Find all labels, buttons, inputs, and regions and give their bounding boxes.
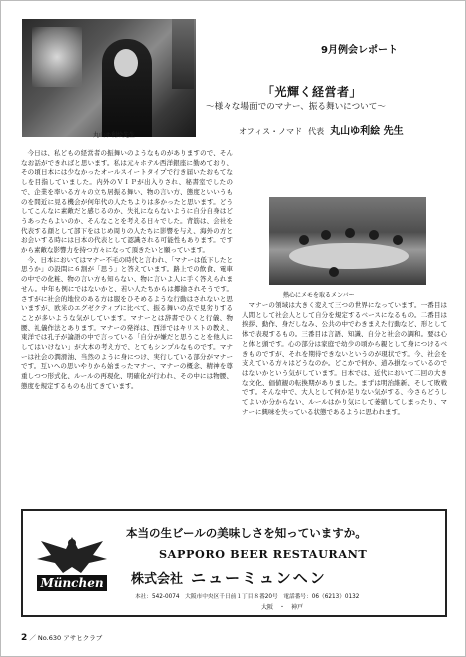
ad-restaurant-name: SAPPORO BEER RESTAURANT [159,547,368,561]
speaker-photo [22,19,196,137]
company-prefix: 株式会社 [131,572,184,587]
issue-number: No.630 [37,634,62,642]
article-title: 「光輝く経営者」 [262,85,363,99]
publication-name: アサヒクラブ [63,634,103,642]
article-paragraph: マナーの領域は大きく変えて三つの世界になっています。一番目は人間として社会人として自分を規定するベースになるもの。二番目は挨拶、動作、身だしなみ、公共の中でわきまえた行動など、形として体で表現するもの。三番目は言語、知識、自分と社会の調和。要は心と体と頭です。心の部分は家庭で幼少の頃から親として身につけるべきものですが、それを期待できないというのが現状です。今、社会を支えている方々はどうなのか。どこかで何か、道み損なっているのではないかという気がしています。日本では、近代において二回の大きな文化、価値観の転換期がありました。まずは明治維新、そして敗戦です。そんな中で、大人として何か足りない気がする、今さらどうしてよいか分からない、ルールはかり気にして萎縮してしまったり、マナーに興味を失っている状態であるように思われます。 [242,301,447,416]
article-paragraph: 今日は、私どもの経営者の振舞いのようなものがありますので、そんなお話ができればと思います。私は元々ホテル西洋銀座に勤めており、その頃日本には少なかったオールスイートタイプで行き届いたおもてなしを目指していました。内外のＶＩＰが出入りされ、秘書室でしたので、企業を率いる方々の立ち居振る舞い、物の言い方、態度といいうものを間近に見る機会が何年代の人たちよりは多かったと思います。どうしてこんなに素敵だと感じるのか、失礼にならないように自分自身はどうあったらよいのか、そんなことを考える日々でした。背筋は、会社を代表する顔として部下をはじめ周りの人たちに影響を与え、海外の方とお会いする時には日本の代表として認識される可能性もあります。ですから素敵な影響力を持つ方々になって頂きたいと願っています。 [21,149,233,255]
page-footer [21,633,102,643]
meeting-photo [269,197,426,285]
article-right-continuation [242,149,447,189]
meeting-photo-caption: 熱心にメモを取るメンバー [283,292,355,299]
ad-address: 本社：542-0074 大阪市中央区千日前１丁目８番20号 電話番号：06（6213）0132 [135,594,360,600]
company-name: ニューミュンヘン [191,569,327,587]
article-left-column [21,149,233,474]
footer-slash: ／ [29,634,36,642]
author-line [239,122,404,137]
ad-headline: 本当の生ビールの美味しさを知っていますか。 [126,526,367,540]
logo-wordmark: München [37,575,107,591]
speaker-photo-caption: 丸山ゆ利絵先生 [93,132,136,139]
ad-company [131,567,327,588]
event-label: 9月例会レポート [321,45,398,56]
munchen-eagle-logo [33,531,111,605]
article-subtitle: ～様々な場面でのマナー、振る舞いについて～ [206,102,386,112]
article-right-column [242,301,447,476]
ad-branches: 大阪 ・ 神戸 [261,604,304,611]
author-org: オフィス・ノマド [239,127,303,136]
advertisement [21,509,447,617]
article-paragraph: 今、日本においてはマナー不毛の時代と言われ、「マナーは低下したと思うか」の設問に６割が「思う」と答えています。路上での飲食、電車の中での化粧、物の言い方も知らない、物に言いよ人に手く答えられません。中年も例にではないかと、若い人たちからは揶揄されそうです。さすがに社会的地位のある方は服をひそめるような行動はされないと思いますが、欧米のエグゼクティブに比べて、振る舞いの点で見劣りすることが多いような気がしています。マナーとは辞書でひくと行儀、物腰、礼儀作法とあります。マナーの発祥は、西洋ではキリストの教え、東洋では孔子が論語の中で言っている「自分が嫌だと思うことを他人にしてはいけない」が大本の考え方で、とてもシンプルなものです。マナーは社会の潤滑油、当然のように身につけ、実行している部分がマナーです。互いへの思いやりから始まったマナー、マナーの概念、精神を尊重しつつ形式化、ルールの再現化、明確化が行われ、その中には物腰、態度を規定するものも出てきています。 [21,255,233,390]
page-number: 2 [21,633,28,643]
author-name: 丸山ゆ利絵 先生 [330,126,404,137]
author-role: 代表 [308,127,325,136]
